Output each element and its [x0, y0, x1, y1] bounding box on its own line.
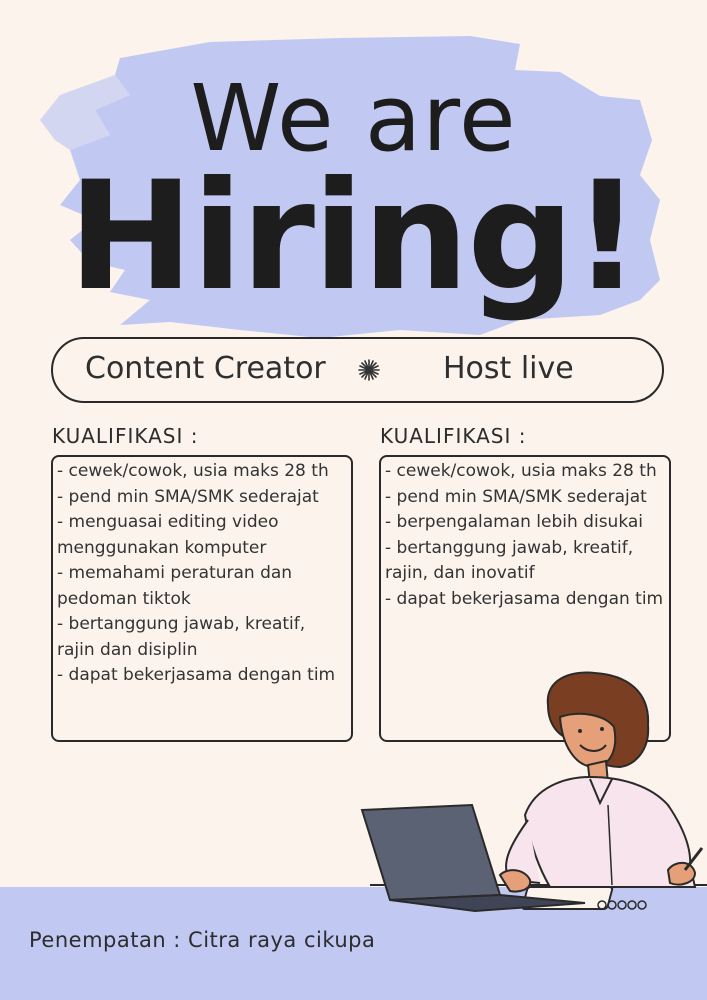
list-item: - pend min SMA/SMK sederajat	[57, 486, 319, 507]
placement-location: Penempatan : Citra raya cikupa	[29, 928, 376, 952]
sparkle-icon	[358, 359, 380, 381]
list-item: - memahami peraturan dan pedoman tiktok	[57, 563, 293, 609]
qualification-title-right: KUALIFIKASI :	[380, 424, 527, 448]
position-content-creator: Content Creator	[85, 351, 326, 386]
list-item: - dapat bekerjasama dengan tim	[385, 588, 664, 609]
list-item: - cewek/cowok, usia maks 28 th	[385, 461, 657, 481]
positions-pill	[51, 337, 664, 403]
qualification-box-content-creator	[51, 455, 353, 742]
qualification-title-left: KUALIFIKASI :	[52, 424, 199, 448]
list-item: - bertanggung jawab, kreatif, rajin dan disiplin	[57, 614, 306, 660]
list-item: - dapat bekerjasama dengan tim	[57, 665, 336, 685]
list-item: - pend min SMA/SMK sederajat	[385, 486, 647, 507]
list-item: - menguasai editing video menggunakan komputer	[57, 512, 279, 558]
position-host-live: Host live	[443, 351, 574, 386]
list-item: - bertanggung jawab, kreatif, rajin, dan inovatif	[385, 537, 634, 583]
person-laptop-illustration	[350, 655, 707, 920]
headline-hiring: Hiring!	[68, 150, 639, 324]
list-item: - cewek/cowok, usia maks 28 th	[57, 461, 329, 481]
list-item: - berpengalaman lebih disukai	[385, 512, 644, 532]
headline-we-are: We are	[190, 65, 517, 172]
